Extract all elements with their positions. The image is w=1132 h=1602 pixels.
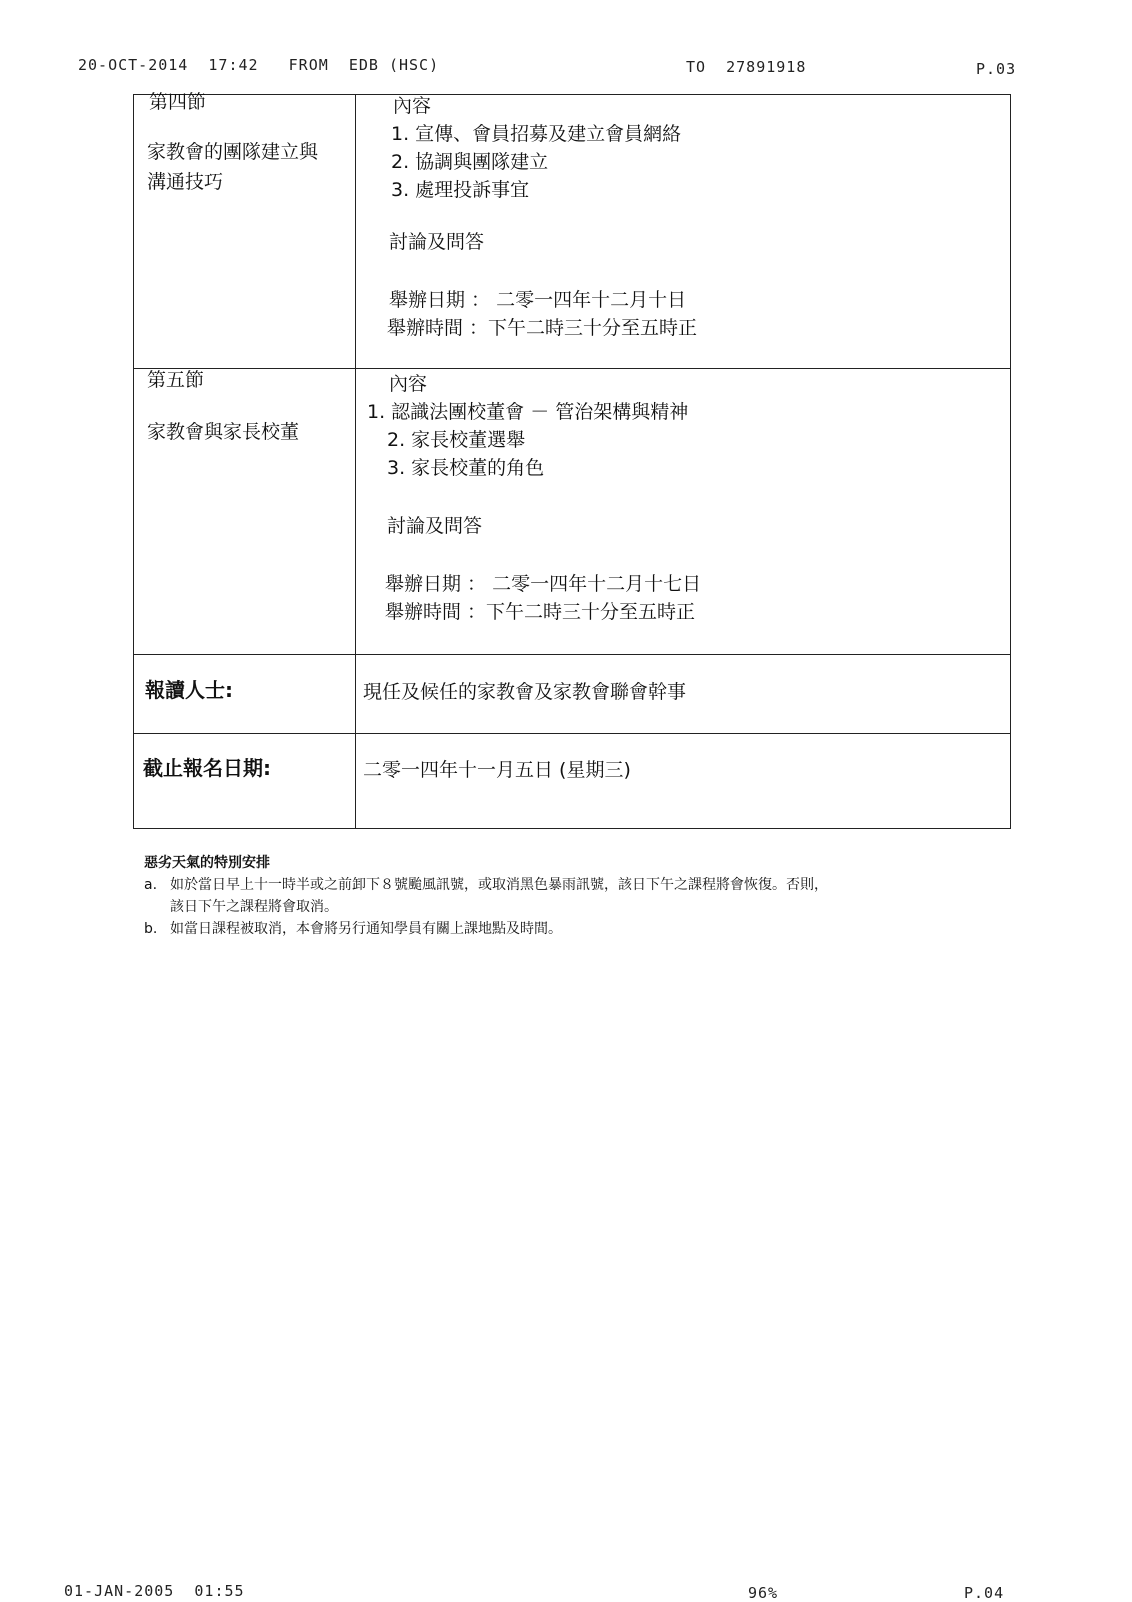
- content-title: 內容: [389, 373, 428, 395]
- fax-footer-page: P.04: [964, 1584, 1005, 1602]
- content-item: 1. 宣傳、會員招募及建立會員網絡: [391, 123, 682, 145]
- session-topic-line1: 家教會的團隊建立與: [147, 141, 319, 163]
- fax-header-recipient: TO 27891918: [686, 58, 807, 76]
- content-item: 3. 處理投訴事宜: [391, 179, 530, 201]
- fax-footer-timestamp: 01-JAN-2005 01:55: [64, 1582, 245, 1600]
- content-item: 1. 認識法團校董會 － 管治架構與精神: [367, 401, 689, 423]
- content-item: 2. 協調與團隊建立: [391, 151, 549, 173]
- fax-header-page: P.03: [976, 60, 1017, 78]
- deadline-label: 截止報名日期:: [143, 756, 271, 780]
- table-divider-row3: [133, 733, 1011, 734]
- content-item: 2. 家長校董選舉: [387, 429, 526, 451]
- discussion-label: 討論及問答: [387, 515, 483, 537]
- discussion-label: 討論及問答: [389, 231, 485, 253]
- table-divider-vertical: [355, 94, 356, 829]
- session-topic-line2: 溝通技巧: [147, 171, 224, 193]
- session-time: 舉辦時間 ：下午二時三十分至五時正: [385, 601, 696, 623]
- weather-arrangements: [144, 852, 1024, 940]
- table-divider-row2: [133, 654, 1011, 655]
- note-line: 該日下午之課程將會取消。: [170, 899, 338, 915]
- eligibility-label: 報讀人士:: [145, 678, 233, 702]
- session-date: 舉辦日期 ： 二零一四年十二月十日: [389, 289, 687, 311]
- session-topic-line1: 家教會與家長校董: [147, 421, 300, 443]
- table-divider-row1: [133, 368, 1011, 369]
- weather-note: [144, 918, 1024, 940]
- session-name: 第五節: [147, 369, 205, 391]
- session-name: 第四節: [149, 91, 207, 113]
- note-line: 如當日課程被取消，本會將另行通知學員有關上課地點及時間。: [170, 921, 562, 937]
- session-date: 舉辦日期 ： 二零一四年十二月十七日: [385, 573, 702, 595]
- eligibility-value: 現任及候任的家教會及家教會聯會幹事: [363, 681, 687, 703]
- weather-note: [144, 874, 1024, 918]
- session-time: 舉辦時間 ：下午二時三十分至五時正: [387, 317, 698, 339]
- note-marker: b.: [144, 921, 158, 937]
- fax-header-sender: 20-OCT-2014 17:42 FROM EDB (HSC): [78, 56, 440, 74]
- weather-title: 惡劣天氣的特別安排: [144, 855, 270, 871]
- note-marker: a.: [144, 877, 158, 893]
- deadline-value: 二零一四年十一月五日 (星期三): [363, 759, 631, 781]
- course-table: [133, 91, 1011, 829]
- content-title: 內容: [393, 95, 432, 117]
- content-item: 3. 家長校董的角色: [387, 457, 545, 479]
- fax-footer-percent: 96%: [748, 1584, 779, 1602]
- note-line: 如於當日早上十一時半或之前卸下８號颱風訊號，或取消黑色暴雨訊號，該日下午之課程將會恢復。否則，: [170, 877, 828, 893]
